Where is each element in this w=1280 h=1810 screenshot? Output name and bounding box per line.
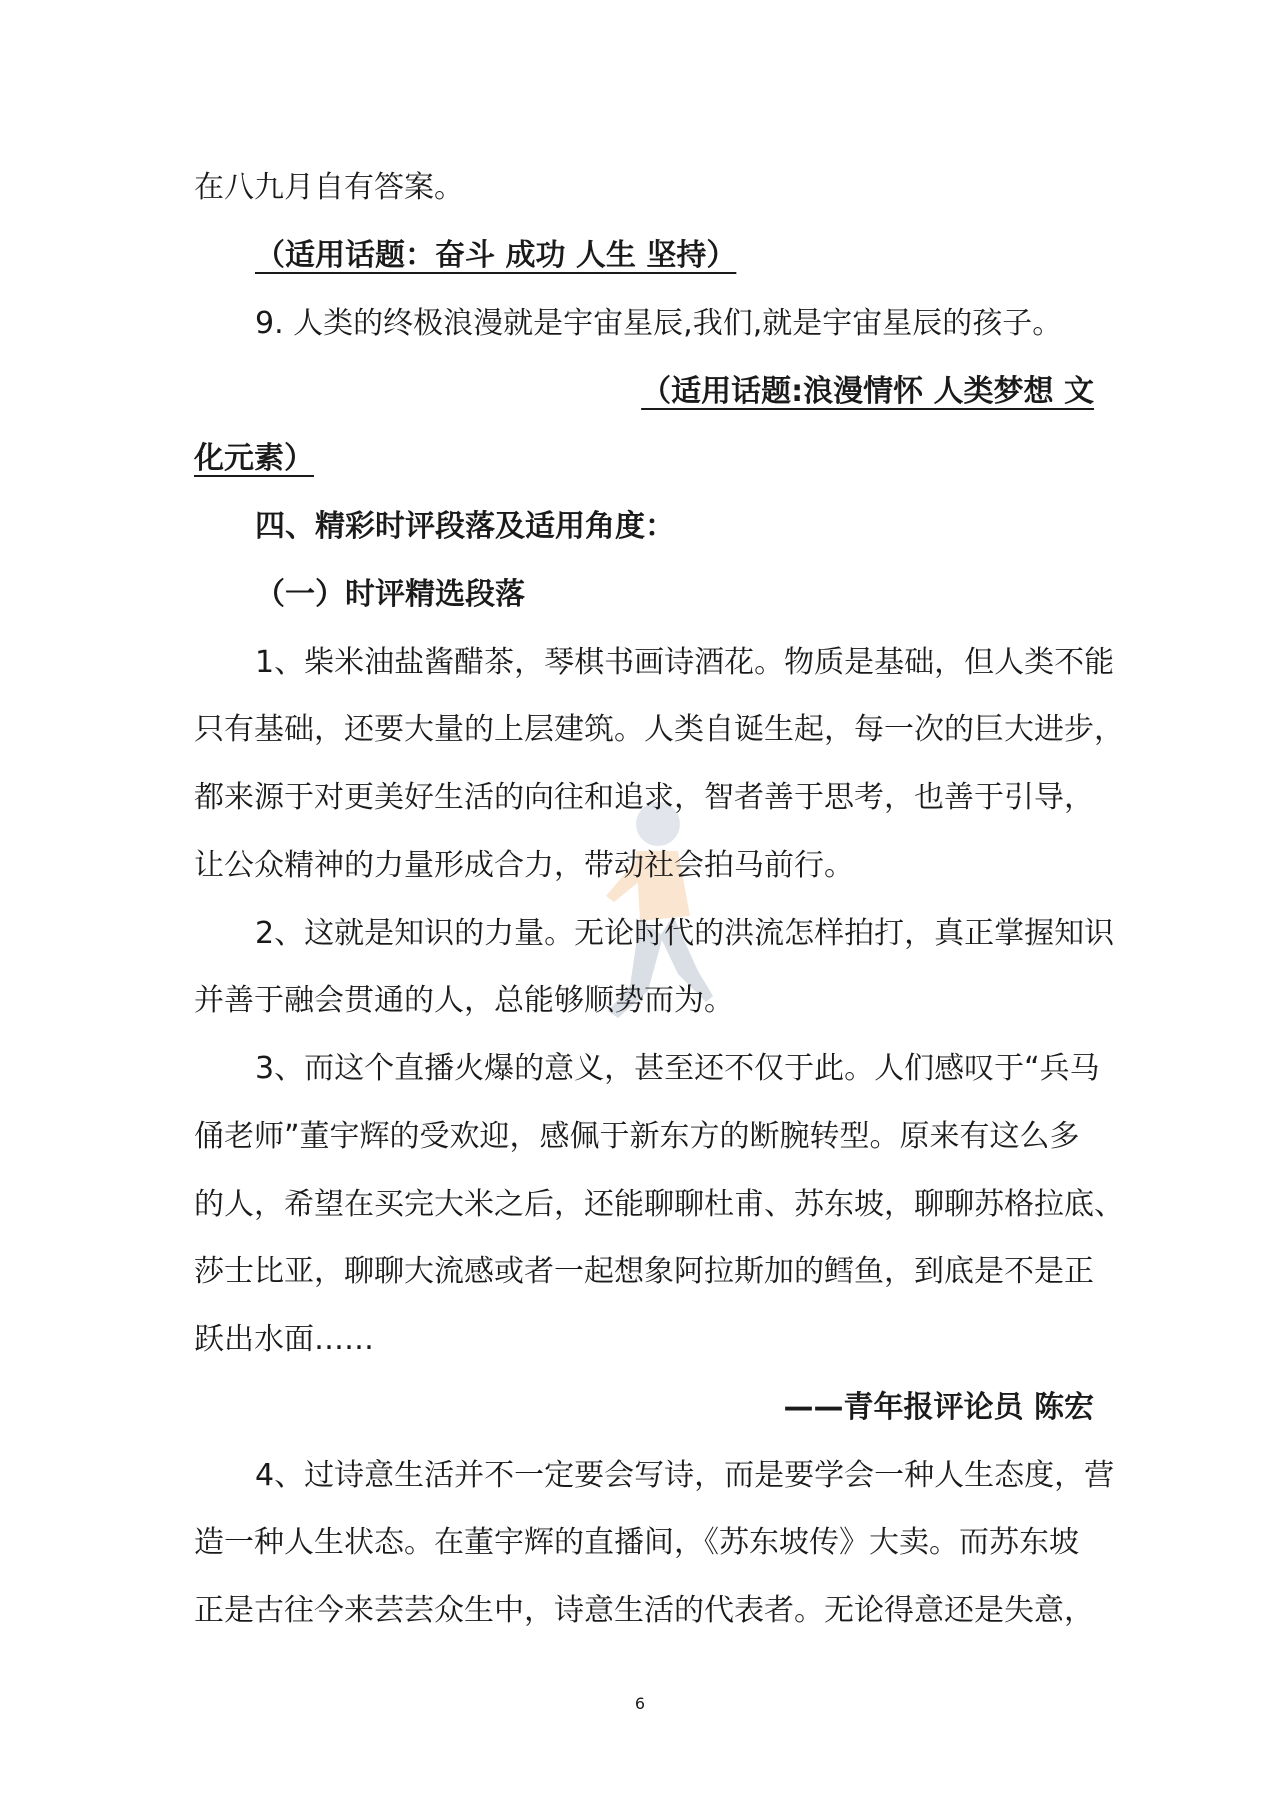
section-heading: 四、精彩时评段落及适用角度： — [255, 509, 675, 544]
text-line: 1、柴米油盐酱醋茶，琴棋书画诗酒花。物质是基础，但人类不能 — [255, 645, 1115, 680]
text-line: 在八九月自有答案。 — [194, 170, 464, 205]
text-line: 只有基础，还要大量的上层建筑。人类自诞生起，每一次的巨大进步， — [194, 712, 1124, 747]
topic-tag — [194, 439, 1094, 479]
text-line: 3、而这个直播火爆的意义，甚至还不仅于此。人们感叹于“兵马 — [255, 1051, 1100, 1086]
text-line: 俑老师”董宇辉的受欢迎，感佩于新东方的断腕转型。原来有这么多 — [194, 1119, 1080, 1154]
attribution: ——青年报评论员 陈宏 — [783, 1390, 1094, 1425]
text-line: 莎士比亚，聊聊大流感或者一起想象阿拉斯加的鳕鱼，到底是不是正 — [194, 1254, 1094, 1289]
topic-tag-text: （适用话题：奋斗 成功 人生 坚持） — [255, 238, 737, 273]
text-line: 2、这就是知识的力量。无论时代的洪流怎样拍打，真正掌握知识 — [255, 916, 1115, 951]
text-line: 4、过诗意生活并不一定要会写诗，而是要学会一种人生态度，营 — [255, 1458, 1115, 1493]
text-line: 9. 人类的终极浪漫就是宇宙星辰,我们,就是宇宙星辰的孩子。 — [255, 306, 1063, 341]
page-number: 6 — [634, 1694, 646, 1713]
topic-tag-text: 化元素） — [194, 441, 314, 476]
text-line: 让公众精神的力量形成合力，带动社会拍马前行。 — [194, 848, 854, 883]
text-line: 并善于融会贯通的人，总能够顺势而为。 — [194, 983, 734, 1018]
text-line: 都来源于对更美好生活的向往和追求，智者善于思考，也善于引导， — [194, 780, 1094, 815]
text-line: 造一种人生状态。在董宇辉的直播间，《苏东坡传》大卖。而苏东坡 — [194, 1525, 1079, 1560]
topic-tag — [194, 372, 1094, 412]
topic-tag-text: （适用话题:浪漫情怀 人类梦想 文 — [641, 374, 1094, 409]
text-line: 跃出水面…… — [194, 1322, 374, 1357]
text-line: 正是古往今来芸芸众生中，诗意生活的代表者。无论得意还是失意， — [194, 1593, 1094, 1628]
topic-tag — [255, 236, 1095, 276]
subsection-heading: （一）时评精选段落 — [255, 577, 525, 612]
text-line: 的人，希望在买完大米之后，还能聊聊杜甫、苏东坡，聊聊苏格拉底、 — [194, 1187, 1124, 1222]
